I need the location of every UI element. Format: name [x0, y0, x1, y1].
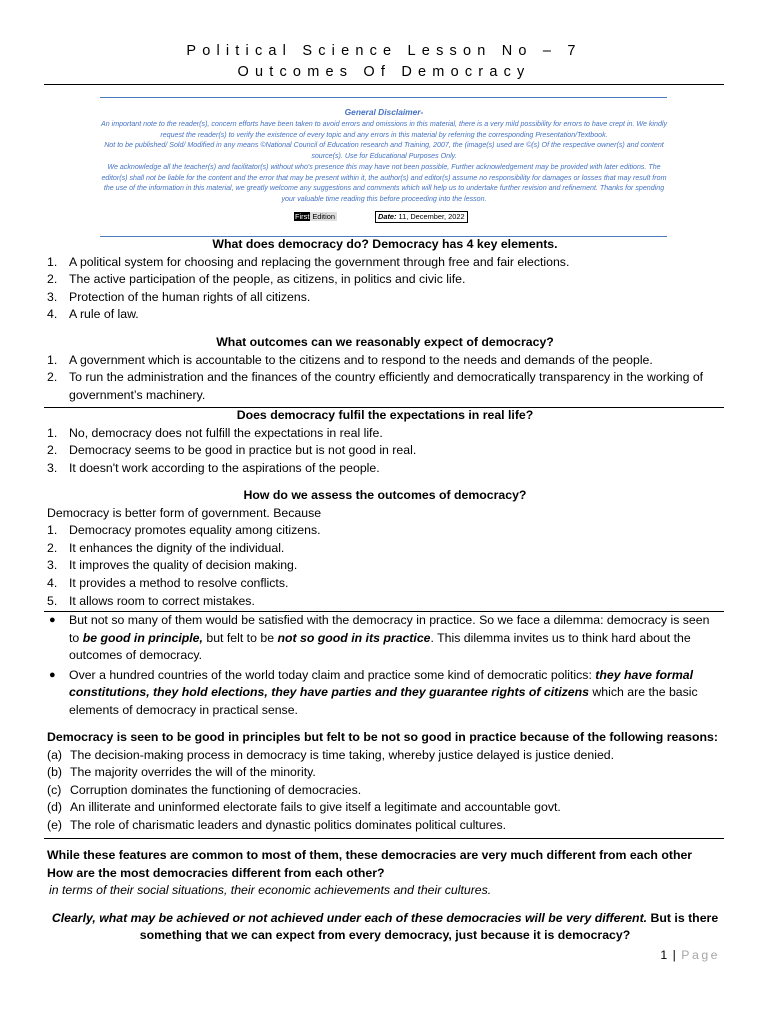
list-item: 4. A rule of law. — [47, 307, 139, 322]
closing-paragraph: Clearly, what may be achieved or not achieved under each of these democracies will be very different. But is there something that we can expect from every democracy, just because it is democracy? — [51, 910, 719, 943]
list-item-text: A political system for choosing and replacing the government through free and fair elections. — [69, 254, 570, 269]
list-item: 1. A government which is accountable to the citizens and to respond to the needs and demands of the people. — [47, 352, 653, 367]
section-heading: Democracy is seen to be good in principles but felt to be not so good in practice because of the following reasons: — [47, 730, 718, 744]
date-label: Date: — [378, 212, 397, 221]
list-item-text: Protection of the human rights of all citizens. — [69, 289, 311, 304]
section-heading: Does democracy fulfil the expectations in real life? — [236, 408, 534, 422]
document-header-title: Outcomes Of Democracy — [237, 64, 531, 80]
list-item: (e) The role of charismatic leaders and dynastic politics dominates political cultures. — [47, 817, 507, 832]
list-item-text: A rule of law. — [69, 307, 139, 322]
section-key-elements — [47, 236, 723, 324]
edition-ordinal: First — [295, 212, 310, 221]
list-item: 2. It enhances the dignity of the individual. — [47, 540, 285, 555]
list-item-text: No, democracy does not fulfill the expectations in real life. — [69, 425, 383, 440]
list-item-text: A government which is accountable to the citizens and to respond to the needs and demands of the people. — [69, 352, 653, 367]
section-differences — [47, 847, 723, 945]
page-footer — [660, 948, 720, 962]
disclaimer-paragraph: We acknowledge all the teacher(s) and facilitator(s) without who's presence this may have not been possible, Further acknowledgement may be provided with later editions. The editor(s) shall not be liable for the content and the error that may be present within it, the author(s) and editor(s) assume no responsibility for damages or losses that may result from the use of the information in this material, we greatly welcome any suggestions and comments which will help us to undertake further revision and refinement. Thanks for spending your valuable time reading this before proceeding into the lesson. — [101, 162, 667, 203]
numbered-list — [47, 254, 723, 324]
section-intro: Democracy is better form of government. Because — [47, 505, 322, 520]
date-value: 11, December, 2022 — [398, 212, 465, 221]
list-item-text: The majority overrides the will of the minority. — [70, 765, 316, 780]
list-item-text: An illiterate and uninformed electorate fails to give itself a legitimate and accountable govt. — [70, 800, 561, 815]
bullet-list — [47, 612, 723, 720]
list-item: (d) An illiterate and uninformed electorate fails to give itself a legitimate and accountable govt. — [47, 800, 561, 815]
list-item: (a) The decision-making process in democracy is time taking, whereby justice delayed is justice denied. — [47, 747, 615, 762]
answer-line: in terms of their social situations, their economic achievements and their cultures. — [49, 883, 492, 898]
list-item-text: Corruption dominates the functioning of democracies. — [70, 782, 362, 797]
section-assess-outcomes — [47, 487, 723, 610]
footer-separator: | — [672, 948, 676, 962]
numbered-list — [47, 352, 723, 405]
edition-word: Edition — [312, 212, 335, 221]
disclaimer-top-rule — [100, 97, 667, 98]
section-real-life — [47, 407, 723, 477]
list-item-text: It doesn't work according to the aspirations of the people. — [69, 460, 380, 475]
disclaimer-meta — [0, 211, 768, 225]
list-item-text: Democracy seems to be good in practice but is not good in real. — [69, 443, 417, 458]
disclaimer-paragraph: An important note to the reader(s), concern efforts have been taken to avoid errors and omissions in this material, there is a very mild possibility for errors to have crept in. We kindly request the reader(s) to verify the existence of every topic and any errors in this material by referring the corresponding Presentation/Textbook. — [100, 120, 668, 139]
section-heading: What does democracy do? Democracy has 4 key elements. — [212, 237, 558, 251]
disclaimer-paragraph: Not to be published/ Sold/ Modified in any means ©National Council of Education research and Training, 2007, the (image(s) used are ©(s) Of the respective owner(s) and content source(s). Use for Educational Purposes Only. — [104, 141, 664, 161]
section-reasons — [47, 729, 723, 835]
list-item: (c) Corruption dominates the functioning of democracies. — [47, 782, 362, 797]
section-heading: How do we assess the outcomes of democracy? — [243, 488, 527, 502]
list-item: 1. Democracy promotes equality among citizens. — [47, 523, 321, 538]
list-item: 2. The active participation of the people, as citizens, in politics and civic life. — [47, 272, 466, 287]
section-divider — [44, 838, 724, 839]
list-item: 3. It doesn't work according to the aspirations of the people. — [47, 460, 380, 475]
list-item: 2. To run the administration and the finances of the country efficiently and democratically transparency in the working of government’s machinery. — [47, 370, 704, 402]
list-item-text: It enhances the dignity of the individual. — [69, 540, 285, 555]
list-item: 5. It allows room to correct mistakes. — [47, 593, 255, 608]
list-item-text: Democracy promotes equality among citizens. — [69, 523, 321, 538]
edition-label — [294, 212, 337, 222]
page-number: 1 — [660, 948, 668, 962]
list-item-text: It improves the quality of decision making. — [69, 558, 298, 573]
list-item-text: It provides a method to resolve conflicts. — [69, 575, 289, 590]
bullet-item: ● Over a hundred countries of the world today claim and practice some kind of democratic politics: they have formal constitutions, they hold elections, they have parties and they guarantee rights of citizens which are the basic elements of democracy in practical sense. — [49, 667, 698, 717]
list-item: 2. Democracy seems to be good in practice but is not good in real. — [47, 443, 417, 458]
header-rule — [44, 84, 724, 85]
list-item-text: The decision-making process in democracy is time taking, whereby justice delayed is justice denied. — [70, 747, 615, 762]
list-item: 4. It provides a method to resolve conflicts. — [47, 575, 289, 590]
section-heading: What outcomes can we reasonably expect of democracy? — [216, 335, 554, 349]
page-label: Page — [681, 948, 720, 962]
list-item-text: The role of charismatic leaders and dynastic politics dominates political cultures. — [70, 817, 507, 832]
list-item-text: It allows room to correct mistakes. — [69, 593, 255, 608]
numbered-list — [47, 522, 723, 610]
list-item-text: The active participation of the people, as citizens, in politics and civic life. — [69, 272, 466, 287]
disclaimer-box — [96, 107, 672, 205]
document-header-subject: Political Science Lesson No – 7 — [186, 43, 582, 59]
date-box — [375, 211, 468, 223]
list-item: 1. A political system for choosing and replacing the government through free and fair elections. — [47, 254, 570, 269]
list-item: 3. It improves the quality of decision making. — [47, 558, 298, 573]
disclaimer-title: General Disclaimer- — [344, 107, 424, 117]
numbered-list — [47, 425, 723, 478]
list-item: 1. No, democracy does not fulfill the expectations in real life. — [47, 425, 383, 440]
lettered-list — [47, 747, 723, 835]
statement-line: While these features are common to most of them, these democracies are very much different from each other — [47, 848, 693, 862]
question-line: How are the most democracies different from each other? — [47, 865, 385, 880]
list-item: (b) The majority overrides the will of the minority. — [47, 765, 316, 780]
bullet-item: ● But not so many of them would be satisfied with the democracy in practice. So we face a dilemma: democracy is seen to be good in principle, but felt to be not so good in its practice. This dilemma invites us to think hard about the outcomes of democracy. — [49, 613, 710, 663]
section-expected-outcomes — [47, 334, 723, 404]
list-item-text: To run the administration and the finances of the country efficiently and democratically transparency in the working of government’s machinery. — [69, 370, 704, 402]
list-item: 3. Protection of the human rights of all citizens. — [47, 289, 311, 304]
section-dilemma — [47, 612, 723, 720]
